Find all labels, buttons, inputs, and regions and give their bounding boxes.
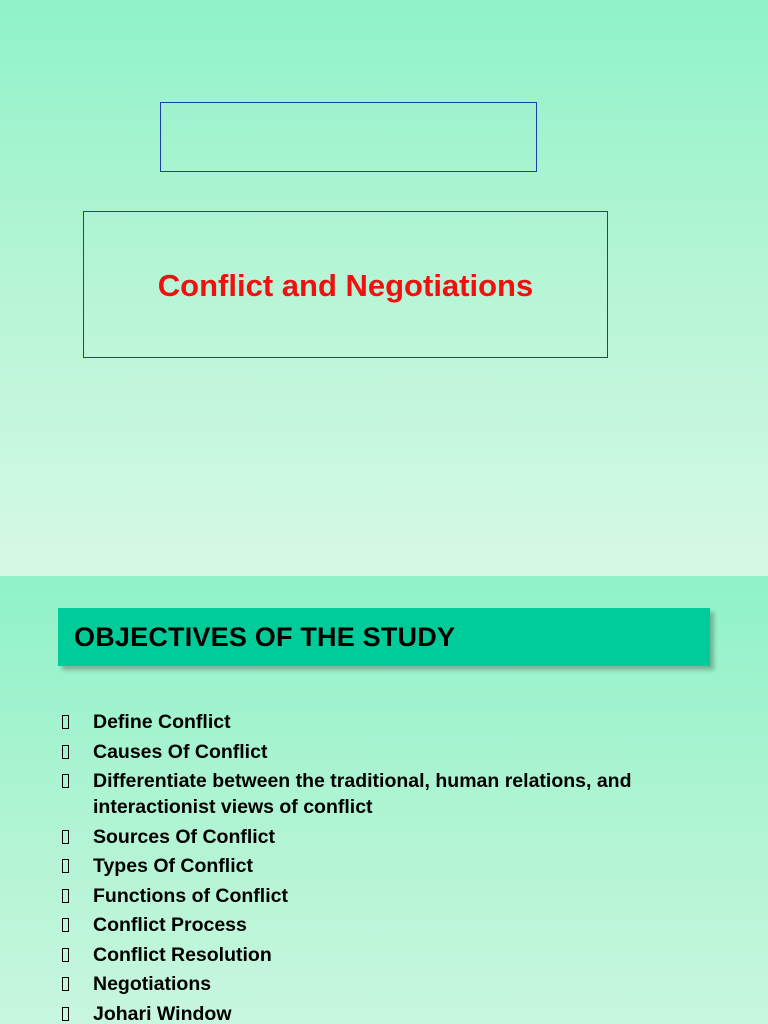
square-bullet-icon (62, 948, 69, 962)
list-item: Types Of Conflict (62, 853, 722, 879)
list-item: Conflict Resolution (62, 942, 722, 968)
list-item: Define Conflict (62, 709, 722, 735)
empty-placeholder-box (160, 102, 537, 172)
square-bullet-icon (62, 859, 69, 873)
list-item: Differentiate between the traditional, human relations, and interactionist views of conflict (62, 768, 722, 820)
objectives-heading-bar (58, 608, 710, 666)
list-item: Causes Of Conflict (62, 739, 722, 765)
square-bullet-icon (62, 918, 69, 932)
square-bullet-icon (62, 1007, 69, 1021)
list-item: Johari Window (62, 1001, 722, 1024)
square-bullet-icon (62, 774, 69, 788)
slide-title: Conflict and Negotiations (157, 267, 534, 303)
square-bullet-icon (62, 977, 69, 991)
title-box (83, 211, 608, 358)
square-bullet-icon (62, 889, 69, 903)
objectives-list (62, 709, 722, 1024)
square-bullet-icon (62, 745, 69, 759)
list-item: Functions of Conflict (62, 883, 722, 909)
objectives-slide (0, 576, 768, 1024)
list-item: Conflict Process (62, 912, 722, 938)
square-bullet-icon (62, 715, 69, 729)
list-item: Negotiations (62, 971, 722, 997)
square-bullet-icon (62, 830, 69, 844)
objectives-heading: OBJECTIVES OF THE STUDY (74, 621, 456, 652)
list-item: Sources Of Conflict (62, 824, 722, 850)
